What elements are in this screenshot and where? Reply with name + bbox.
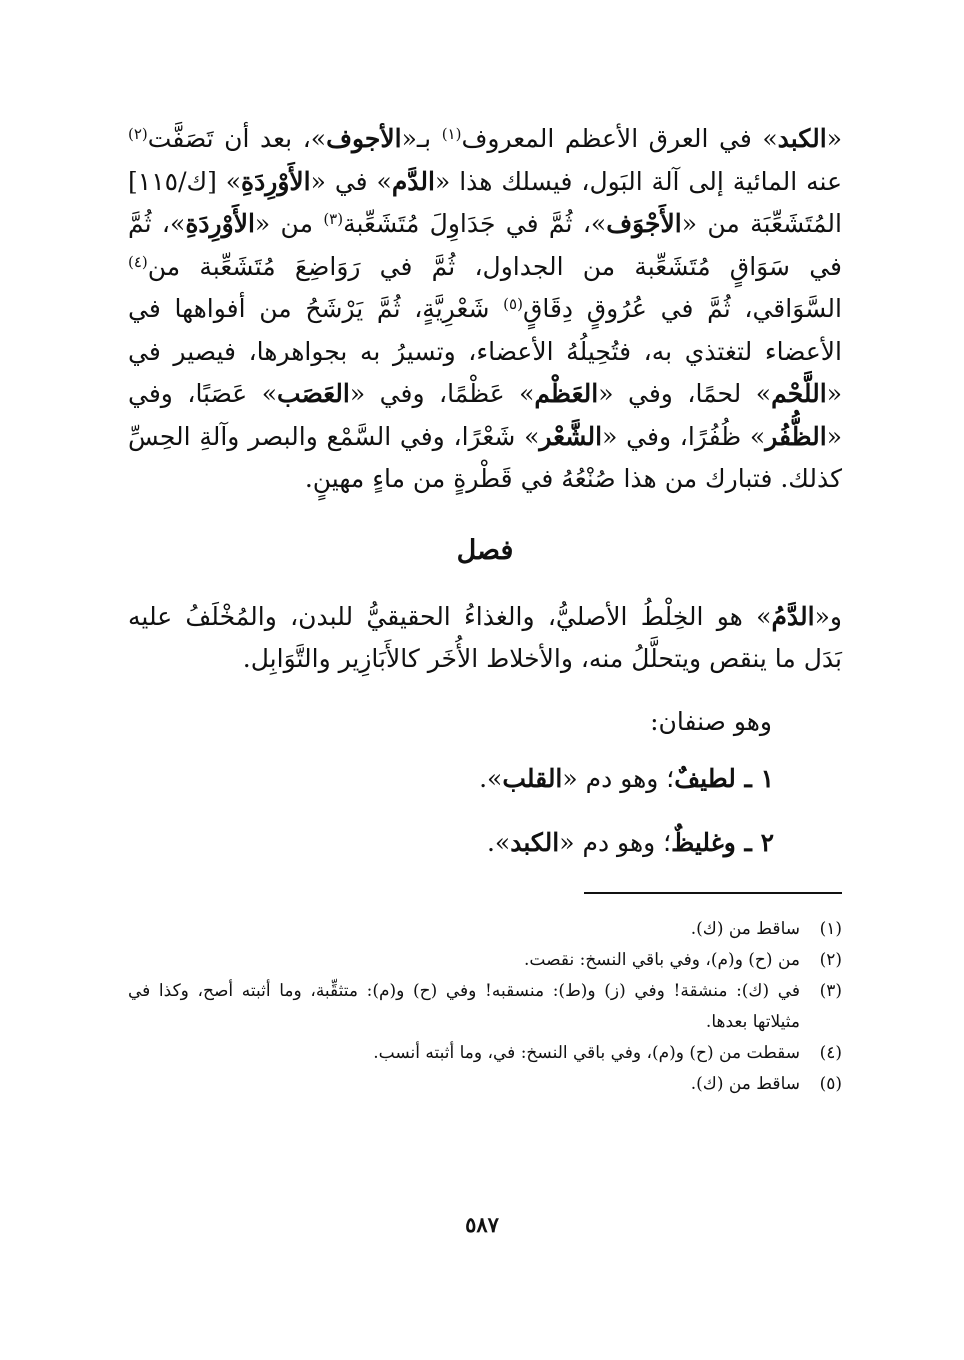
bold-term: لطيفٌ: [674, 763, 736, 793]
footnote-number: (٤): [819, 1042, 842, 1063]
text-run: و«: [814, 601, 842, 631]
text-run: » عَصَبًا، وفي «: [128, 379, 842, 451]
paragraph-1: [128, 118, 842, 501]
list-item: [128, 828, 774, 858]
section-title: فصل: [456, 534, 514, 566]
bold-term: ٢ ـ: [735, 827, 774, 857]
list-item: [128, 764, 774, 794]
text-run: شَعْرِيَّةٍ، ثُمَّ يَرْشَحُ من أفواهها في الأعضاء لتغتذي به، فتُحِيلُهُ الأعضاء، وتسيرُ به بجواهرها، فيصير في «: [128, 294, 842, 408]
footnote-item: [128, 914, 842, 945]
bold-term: العَظْم: [534, 379, 599, 408]
text-run: » عَظْمًا، وفي «: [349, 379, 535, 408]
footnote-ref: (٥): [503, 295, 523, 313]
bold-term: الأجوف: [326, 124, 402, 153]
footnote-ref: (٤): [128, 252, 148, 271]
footnotes: [128, 914, 842, 1100]
footnote-number: (٢): [819, 949, 842, 970]
footnote-number: (١): [819, 918, 842, 939]
text-run: »، ثُمَّ في جَدَاوِلَ مُتَشَعِّبة: [343, 209, 607, 238]
text-run: » في العرق الأعظم المعروف: [461, 124, 778, 153]
text-run: » لحمًا، وفي «: [598, 379, 772, 408]
bold-term: ١ ـ: [735, 763, 774, 793]
footnote-text: ساقط من (ك).: [690, 918, 800, 939]
text-run: » هو الخِلْطُ الأصليُّ، والغذاءُ الحقيقيُّ للبدن، والمُخْلَفُ عليه بَدَل ما ينقص ويتحلَّلُ منه، والأخلاط الأُخَر كالأَبَازِير والتَّوَابِل.: [128, 601, 842, 673]
footnote-item: [128, 976, 842, 1038]
bold-term: الأَوْرِدَةِ: [241, 166, 311, 196]
paragraph-2: [128, 596, 842, 681]
text-run: » [ك/١١٥] المُتَشَعِّبَة من «: [128, 166, 842, 238]
footnote-number: (٣): [819, 980, 842, 1001]
footnote-number: (٥): [819, 1073, 842, 1094]
bold-term: الكبد: [510, 827, 560, 857]
text-run: » ظُفُرًا، وفي «: [602, 421, 766, 451]
footnote-item: [128, 1069, 842, 1100]
footnote-ref: (٢): [128, 125, 148, 143]
text-run: من «: [254, 209, 324, 238]
footnote-text: من (ح) و(م)، وفي باقي النسخ: نقصت.: [524, 949, 800, 970]
text-run: عنه المائية إلى آلة البَول، فيسلك هذا «: [435, 166, 843, 196]
footnote-text: ساقط من (ك).: [690, 1073, 800, 1094]
footnote-text: في (ك): منشقة! وفي (ز) و(ط): منسقبه! وفي (ح) و(م): متثقِّبة، وما أثبته أصح، وكذا في مثيلاتها بعدها.: [128, 980, 800, 1032]
bold-term: الأَوْرِدَةِ: [185, 209, 255, 238]
bold-term: الظُّفُر: [765, 421, 827, 451]
bold-term: اللَّحْم: [771, 379, 827, 408]
bold-term: العَصَب: [277, 379, 350, 408]
text-run: » شَعْرًا، وفي السَّمْع والبصر وآلةِ الحِسِّ كذلك. فتبارك من هذا صُنْعُهُ في قَطْرةٍ من ماءٍ مهينٍ.: [128, 421, 842, 493]
footnote-item: [128, 1038, 842, 1069]
bold-term: وغليظٌ: [671, 827, 736, 857]
text-run: ».: [479, 763, 503, 793]
page-body: [128, 118, 842, 1100]
bold-term: القلب: [502, 763, 563, 793]
text-run: بـ«: [401, 124, 442, 153]
footnote-ref: (٣): [323, 210, 344, 228]
footnote-divider: [584, 892, 842, 894]
bold-term: الشَّعْر: [539, 421, 603, 451]
footnote-item: [128, 945, 842, 976]
footnote-text: سقطت من (ح) و(م)، وفي باقي النسخ: في، وما أثبته أنسب.: [373, 1042, 800, 1063]
list-intro: وهو صنفان:: [650, 706, 772, 736]
bold-term: الدَّمُ: [771, 601, 815, 631]
text-run: ؛ وهو دم «: [562, 763, 675, 793]
text-run: ».: [486, 827, 511, 857]
bold-term: الدَّم: [391, 166, 435, 196]
text-run: »، بعد أن تَصَفَّت: [147, 124, 327, 153]
page-number: ٥٨٧: [465, 1212, 499, 1237]
text-run: ؛ وهو دم «: [559, 827, 672, 857]
text-run: » في «: [310, 166, 392, 196]
text-run: «: [826, 124, 843, 153]
footnote-ref: (١): [441, 125, 462, 143]
bold-term: الكبد: [777, 124, 827, 153]
text-run: السَّوَاقي، ثُمَّ في عُرُوقٍ دِقَاقٍ: [522, 294, 842, 323]
types-list: [128, 764, 842, 858]
bold-term: الأَجْوَف: [606, 209, 682, 238]
text-run: »، ثُمَّ في سَوَاقٍ مُتَشَعِّبة من الجداول، ثُمَّ في رَوَاضِعَ مُتَشَعِّبة من: [128, 209, 842, 281]
